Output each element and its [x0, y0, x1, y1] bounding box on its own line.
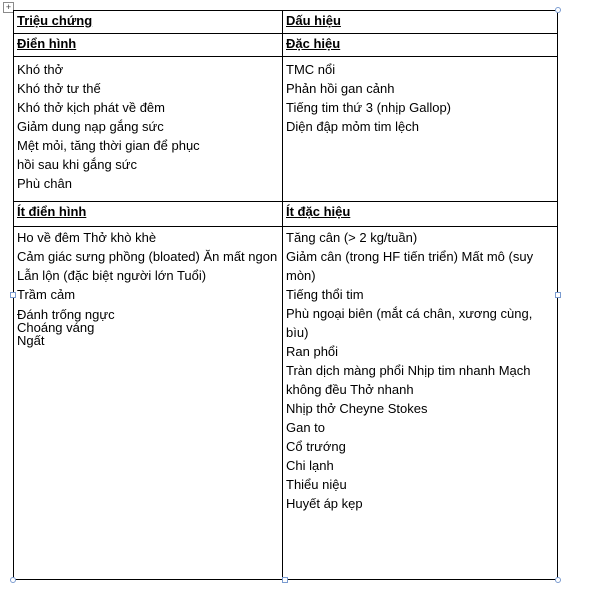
list-item: Khó thở kịch phát về đêm: [17, 100, 165, 115]
typical-label[interactable]: Điển hình: [14, 34, 283, 57]
resize-handle-bottom-left[interactable]: [10, 577, 16, 583]
table-move-handle-icon[interactable]: +: [3, 2, 14, 13]
list-item: Choáng váng: [17, 320, 95, 335]
specific-signs-cell[interactable]: [283, 57, 558, 202]
list-item: Mệt mỏi, tăng thời gian để phục: [17, 138, 200, 153]
resize-handle-left-middle[interactable]: [10, 292, 16, 298]
less-typical-symptoms-cell[interactable]: [14, 227, 283, 580]
list-item: Cổ trướng: [286, 439, 346, 454]
list-item: Tiếng tim thứ 3 (nhịp Gallop): [286, 100, 452, 115]
list-item: Chi lạnh: [286, 458, 334, 473]
list-item: Nhịp thở Cheyne Stokes: [286, 401, 428, 416]
resize-handle-bottom-right[interactable]: [555, 577, 561, 583]
list-item: Trầm cảm: [17, 287, 76, 302]
typical-content-row: [14, 57, 558, 202]
specific-label[interactable]: Đặc hiệu: [283, 34, 558, 57]
less-typical-label[interactable]: Ít điển hình: [14, 202, 283, 227]
typical-symptoms-cell[interactable]: [14, 57, 283, 202]
list-item: Đánh trống ngực: [17, 307, 115, 322]
typical-row: [14, 34, 558, 57]
less-specific-signs-cell[interactable]: [283, 227, 558, 580]
list-item: Khó thở tư thế: [17, 81, 101, 96]
list-item: Ho về đêm Thở khò khè: [17, 230, 157, 245]
resize-handle-right-middle[interactable]: [555, 292, 561, 298]
list-item: Giảm cân (trong HF tiến triển) Mất mô (suy mòn): [286, 249, 534, 283]
list-item: Phù chân: [17, 176, 72, 191]
less-typical-content-row: [14, 227, 558, 580]
list-item: Phù ngoại biên (mắt cá chân, xương cùng, bìu): [286, 306, 533, 340]
list-item: TMC nổi: [286, 62, 336, 77]
list-item: Ran phổi: [286, 344, 339, 359]
less-typical-row: [14, 202, 558, 227]
list-item: Phản hồi gan cảnh: [286, 81, 395, 96]
header-symptoms[interactable]: Triệu chứng: [14, 11, 283, 34]
list-item: Huyết áp kẹp: [286, 496, 363, 511]
symptoms-signs-table: [13, 10, 558, 580]
table-header-row: [14, 11, 558, 34]
list-item: Diện đập mỏm tim lệch: [286, 119, 419, 134]
list-item: Ngất: [17, 333, 45, 348]
resize-handle-bottom-middle[interactable]: [282, 577, 288, 583]
list-item: Thiểu niệu: [286, 477, 347, 492]
list-item: Cảm giác sưng phồng (bloated) Ăn mất ngon: [17, 249, 278, 264]
resize-handle-top-right[interactable]: [555, 7, 561, 13]
list-item: hồi sau khi gắng sức: [17, 157, 137, 172]
list-item: Tăng cân (> 2 kg/tuần): [286, 230, 418, 245]
less-specific-label[interactable]: Ít đặc hiệu: [283, 202, 558, 227]
list-item: Gan to: [286, 420, 326, 435]
list-item: Khó thở: [17, 62, 64, 77]
header-signs[interactable]: Dấu hiệu: [283, 11, 558, 34]
list-item: Tiếng thổi tim: [286, 287, 364, 302]
list-item: Giảm dung nạp gắng sức: [17, 119, 164, 134]
list-item: Lẫn lộn (đặc biệt người lớn Tuổi): [17, 268, 207, 283]
list-item: Tràn dịch màng phổi Nhịp tim nhanh Mạch không đều Thở nhanh: [286, 363, 531, 397]
